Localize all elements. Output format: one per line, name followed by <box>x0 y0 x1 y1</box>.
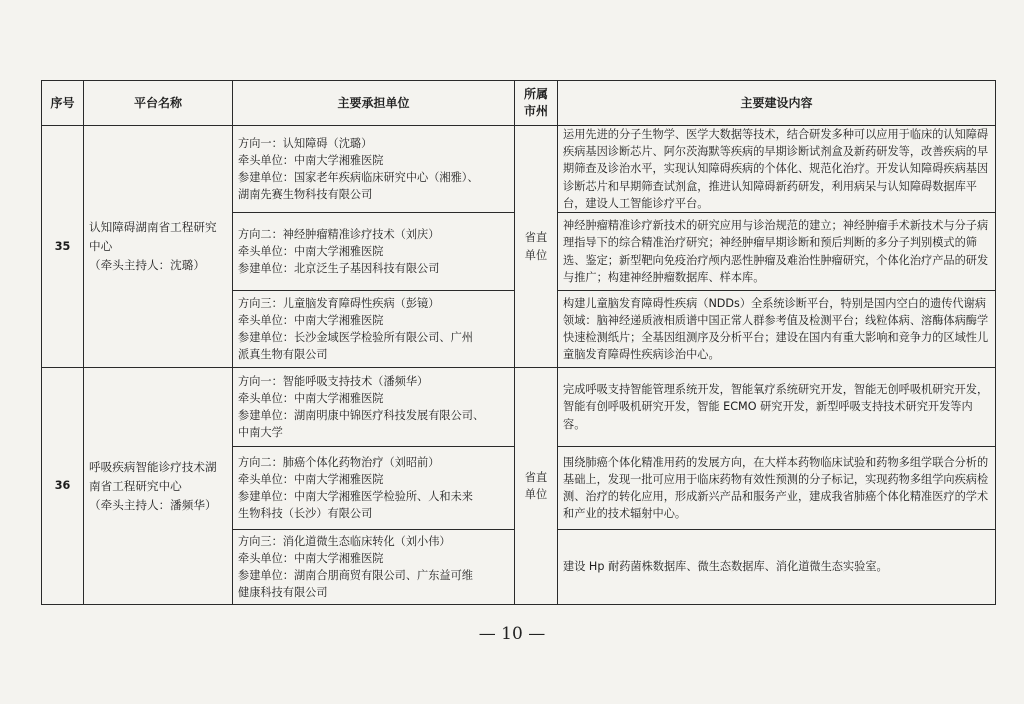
units-cell <box>233 126 515 213</box>
participating-units-cont: 派真生物有限公司 <box>238 348 328 362</box>
city-line: 单位 <box>524 488 548 502</box>
platform-line: 中心 <box>89 239 113 253</box>
header-city-line1: 所属 <box>523 87 548 101</box>
page-number: — 10 — <box>478 624 546 644</box>
platform-table <box>41 80 996 605</box>
platform-leader: （牵头主持人：沈璐） <box>89 258 205 272</box>
units-cell <box>233 368 515 447</box>
units-cell <box>233 447 515 530</box>
participating-units: 参建单位：湖南明康中锦医疗科技发展有限公司、 <box>238 409 485 423</box>
content-text: 神经肿瘤精准诊疗新技术的研究应用与诊治规范的建立；神经肿瘤手术新技术与分子病理指导下的综合精准治疗研究；神经肿瘤早期诊断和预后判断的多分子判别模式的筛选、鉴定；新型靶向免疫治疗颅内恶性肿瘤及难治性肿瘤研究，个体化治疗产品的研发与推广；构建神经肿瘤数据库、样本库。 <box>563 219 989 284</box>
platform-line: 认知障碍湖南省工程研究 <box>89 220 217 234</box>
content-cell <box>558 368 996 447</box>
platform-cell <box>84 368 233 605</box>
lead-unit: 牵头单位：中南大学湘雅医院 <box>238 551 384 565</box>
table-row <box>42 368 996 447</box>
header-city <box>515 81 558 126</box>
direction-title: 方向二：肺癌个体化药物治疗（刘昭前） <box>238 455 440 469</box>
direction-title: 方向一：认知障碍（沈璐） <box>238 136 373 150</box>
participating-units-cont: 湖南先赛生物科技有限公司 <box>238 188 373 202</box>
city-line: 单位 <box>524 248 548 262</box>
lead-unit: 牵头单位：中南大学湘雅医院 <box>238 391 384 405</box>
platform-line: 呼吸疾病智能诊疗技术湖 <box>89 459 217 474</box>
table-header-row <box>42 81 996 126</box>
units-cell <box>233 291 515 368</box>
platform-line: 南省工程研究中心 <box>89 478 182 493</box>
participating-units: 参建单位：中南大学湘雅医学检验所、人和未来 <box>238 490 473 504</box>
seq-cell: 35 <box>42 126 84 368</box>
direction-title: 方向一：智能呼吸支持技术（潘频华） <box>238 374 429 388</box>
header-units: 主要承担单位 <box>233 81 515 126</box>
city-cell <box>515 368 558 605</box>
lead-unit: 牵头单位：中南大学湘雅医院 <box>238 153 384 167</box>
content-text: 完成呼吸支持智能管理系统开发，智能氧疗系统研究开发，智能无创呼吸机研究开发，智能有创呼吸机研究开发，智能 ECMO 研究开发，新型呼吸支持技术研究开发等内容。 <box>563 383 989 431</box>
lead-unit: 牵头单位：中南大学湘雅医院 <box>238 472 384 486</box>
participating-units: 参建单位：国家老年疾病临床研究中心（湘雅）、 <box>238 171 479 184</box>
header-platform: 平台名称 <box>84 81 233 126</box>
participating-units-cont: 生物科技（长沙）有限公司 <box>238 507 373 521</box>
content-text: 建设 Hp 耐药菌株数据库、微生态数据库、消化道微生态实验室。 <box>563 560 888 574</box>
content-cell <box>558 291 996 368</box>
content-cell <box>558 530 996 605</box>
header-content: 主要建设内容 <box>558 81 996 126</box>
content-cell <box>558 213 996 291</box>
city-line: 省直 <box>524 231 548 245</box>
direction-title: 方向三：儿童脑发育障碍性疾病（彭镜） <box>238 296 440 310</box>
platform-leader: （牵头主持人：潘频华） <box>89 497 217 512</box>
units-cell <box>233 530 515 605</box>
participating-units-cont: 健康科技有限公司 <box>238 586 328 600</box>
direction-title: 方向三：消化道微生态临床转化（刘小伟） <box>238 534 451 548</box>
content-text: 围绕肺癌个体化精准用药的发展方向，在大样本药物临床试验和药物多组学联合分析的基础上，发现一批可应用于临床药物有效性预测的分子标记，实现药物多组学向疾病检测、治疗的转化应用，形成新兴产品和服务产业，建成我省肺癌个体化精准医疗的学术和产业的技术辐射中心。 <box>563 455 989 521</box>
participating-units-cont: 中南大学 <box>238 426 283 440</box>
direction-title: 方向二：神经肿瘤精准诊疗技术（刘庆） <box>238 227 440 241</box>
lead-unit: 牵头单位：中南大学湘雅医院 <box>238 313 384 327</box>
participating-units: 参建单位：长沙金域医学检验所有限公司、广州 <box>238 331 473 345</box>
header-city-line2: 市州 <box>523 104 548 118</box>
units-cell <box>233 213 515 291</box>
content-cell <box>558 126 996 213</box>
table-row <box>42 126 996 213</box>
header-seq: 序号 <box>42 81 84 126</box>
seq-cell: 36 <box>42 368 84 605</box>
content-text: 构建儿童脑发育障碍性疾病（NDDs）全系统诊断平台，特别是国内空白的遗传代谢病领域：脑神经递质液相质谱中国正常人群参考值及检测平台；线粒体病、溶酶体病酶学快速检测纸片；全基因组测序及分析平台；建设在国内有重大影响和竞争力的区域性儿童脑发育障碍性疾病诊治中心。 <box>563 296 989 362</box>
content-text: 运用先进的分子生物学、医学大数据等技术，结合研发多种可以应用于临床的认知障碍疾病基因诊断芯片、阿尔茨海默等疾病的早期诊断试剂盒及新药研发等，改善疾病的早期筛查及诊治水平，实现认知障碍疾病的个体化、规范化治疗。开发认知障碍疾病基因诊断芯片和早期筛查试剂盒，推进认知障碍新药研发，利用病呆与认知障碍数据库平台，建设人工智能诊疗平台。 <box>563 128 989 210</box>
content-cell <box>558 447 996 530</box>
city-cell <box>515 126 558 368</box>
lead-unit: 牵头单位：中南大学湘雅医院 <box>238 244 384 258</box>
platform-cell <box>84 126 233 368</box>
participating-units: 参建单位：湖南合朋商贸有限公司、广东益可维 <box>238 569 473 583</box>
participating-units: 参建单位：北京泛生子基因科技有限公司 <box>238 262 440 276</box>
city-line: 省直 <box>524 470 548 484</box>
